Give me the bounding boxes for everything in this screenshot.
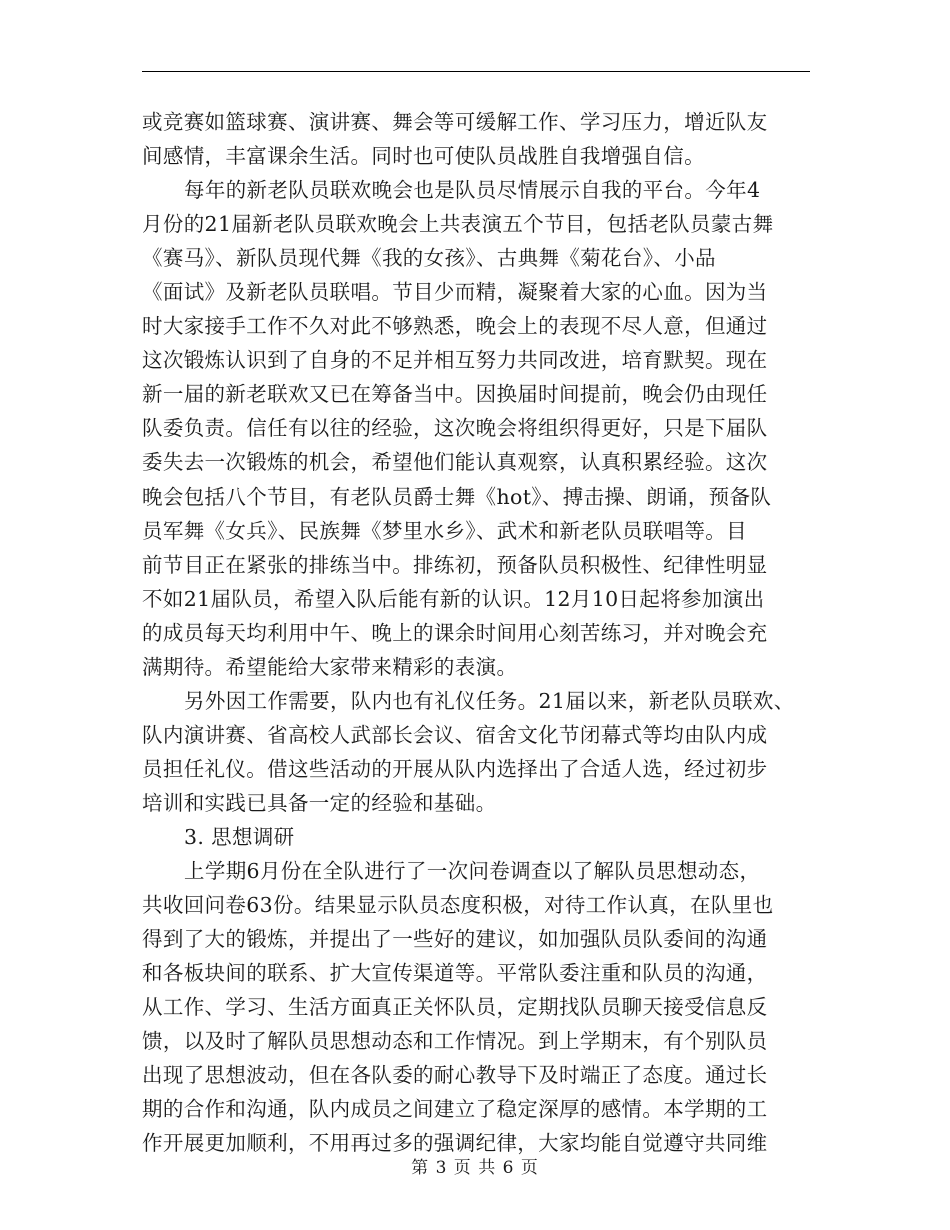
text-line: 前节目正在紧张的排练当中。排练初，预备队员积极性、纪律性明显 bbox=[142, 552, 768, 577]
text-line: 每年的新老队员联欢晚会也是队员尽情展示自我的平台。今年4 bbox=[184, 178, 761, 203]
text-line: 培训和实践已具备一定的经验和基础。 bbox=[142, 790, 497, 815]
text-line: 时大家接手工作不久对此不够熟悉，晚会上的表现不尽人意，但通过 bbox=[142, 314, 768, 339]
text-line: 另外因工作需要，队内也有礼仪任务。21届以来，新老队员联欢、 bbox=[184, 688, 795, 713]
text-line: 这次锻炼认识到了自身的不足并相互努力共同改进，培育默契。现在 bbox=[142, 348, 768, 373]
text-line: 《面试》及新老队员联唱。节目少而精，凝聚着大家的心血。因为当 bbox=[142, 280, 768, 305]
text-line: 员军舞《女兵》、民族舞《梦里水乡》、武术和新老队员联唱等。目 bbox=[142, 518, 747, 543]
text-line: 馈，以及时了解队员思想动态和工作情况。到上学期末，有个别队员 bbox=[142, 1029, 768, 1054]
text-line: 委失去一次锻炼的机会，希望他们能认真观察，认真积累经验。这次 bbox=[142, 450, 768, 475]
text-line: 晚会包括八个节目，有老队员爵士舞《hot》、搏击操、朗诵，预备队 bbox=[142, 484, 772, 509]
text-line: 期的合作和沟通，队内成员之间建立了稳定深厚的感情。本学期的工 bbox=[142, 1097, 768, 1122]
page-number: 第 3 页 共 6 页 bbox=[411, 1158, 539, 1178]
text-line: 新一届的新老联欢又已在筹备当中。因换届时间提前，晚会仍由现任 bbox=[142, 382, 768, 407]
text-line: 间感情，丰富课余生活。同时也可使队员战胜自我增强自信。 bbox=[142, 144, 705, 169]
text-line: 月份的21届新老队员联欢晚会上共表演五个节目，包括老队员蒙古舞 bbox=[142, 212, 774, 237]
text-line: 或竞赛如篮球赛、演讲赛、舞会等可缓解工作、学习压力，增近队友 bbox=[142, 110, 768, 134]
text-line: 共收回问卷63份。结果显示队员态度积极，对待工作认真，在队里也 bbox=[142, 893, 774, 918]
text-line: 作开展更加顺利，不用再过多的强调纪律，大家均能自觉遵守共同维 bbox=[142, 1131, 768, 1156]
text-line: 不如21届队员，希望入队后能有新的认识。12月10日起将参加演出 bbox=[142, 586, 765, 611]
text-line: 满期待。希望能给大家带来精彩的表演。 bbox=[142, 654, 518, 679]
text-line: 3. 思想调研 bbox=[184, 824, 295, 849]
document-body bbox=[142, 105, 822, 1160]
text-line: 得到了大的锻炼，并提出了一些好的建议，如加强队员队委间的沟通 bbox=[142, 927, 768, 952]
text-line: 和各板块间的联系、扩大宣传渠道等。平常队委注重和队员的沟通， bbox=[142, 961, 768, 986]
text-line: 《赛马》、新队员现代舞《我的女孩》、古典舞《菊花台》、小品 bbox=[142, 246, 716, 271]
text-line: 出现了思想波动，但在各队委的耐心教导下及时端正了态度。通过长 bbox=[142, 1063, 768, 1088]
text-line: 的成员每天均利用中午、晚上的课余时间用心刻苦练习，并对晚会充 bbox=[142, 620, 768, 645]
text-line: 员担任礼仪。借这些活动的开展从队内选择出了合适人选，经过初步 bbox=[142, 756, 768, 781]
text-line: 上学期6月份在全队进行了一次问卷调查以了解队员思想动态， bbox=[184, 859, 761, 884]
text-line: 队内演讲赛、省高校人武部长会议、宿舍文化节闭幕式等均由队内成 bbox=[142, 722, 768, 747]
text-line: 队委负责。信任有以往的经验，这次晚会将组织得更好，只是下届队 bbox=[142, 416, 768, 441]
header-rule bbox=[142, 71, 810, 72]
text-line: 从工作、学习、生活方面真正关怀队员，定期找队员聊天接受信息反 bbox=[142, 995, 768, 1020]
